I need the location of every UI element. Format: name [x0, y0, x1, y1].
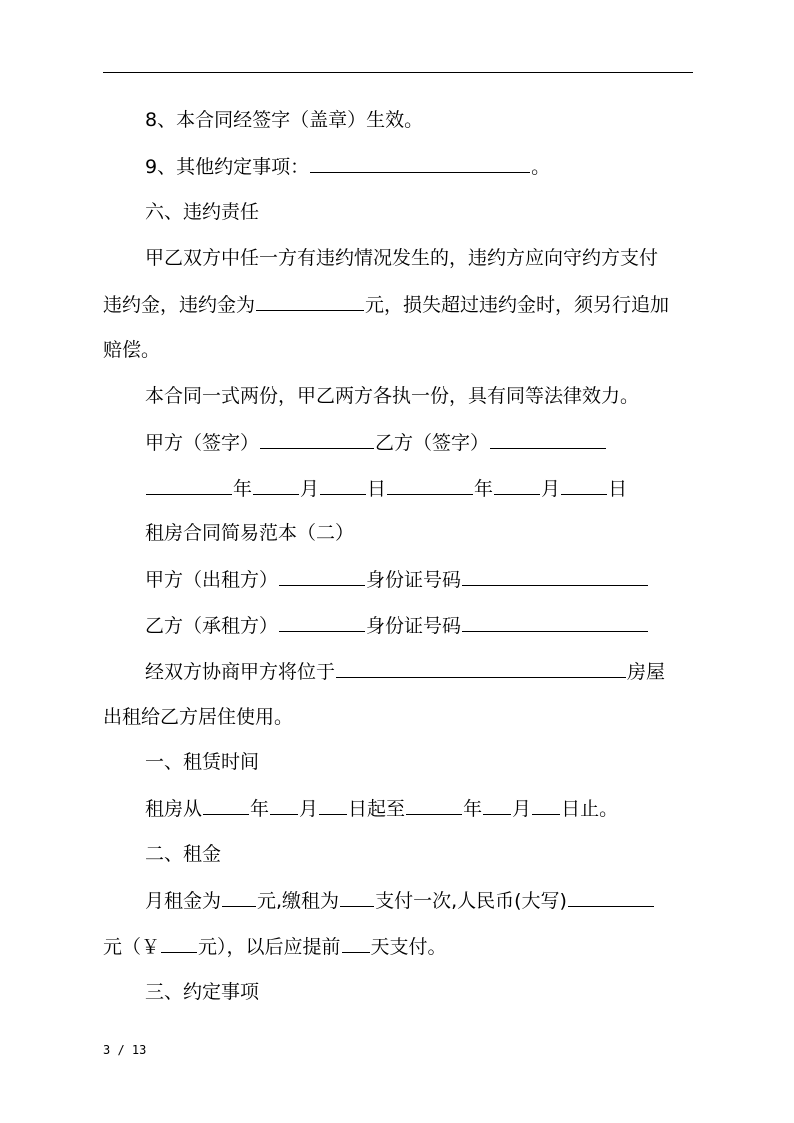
month-label: 月: [541, 478, 561, 500]
rmb-uppercase-blank[interactable]: [568, 888, 654, 907]
start-year-blank[interactable]: [203, 796, 249, 815]
monthly-rent-blank[interactable]: [222, 888, 256, 907]
monthly-rent-label: 月租金为: [145, 890, 222, 912]
clause-9: [103, 154, 693, 179]
lessee-row: [103, 613, 693, 638]
copies-paragraph: [103, 384, 693, 408]
property-text-1a: 经双方协商甲方将位于: [145, 661, 336, 683]
property-line-1: [103, 659, 693, 684]
advance-days-blank[interactable]: [342, 934, 370, 953]
lessor-id-blank[interactable]: [462, 567, 648, 586]
start-day-blank[interactable]: [319, 796, 347, 815]
year-label: 年: [233, 478, 253, 500]
party-b-day-blank[interactable]: [561, 476, 607, 495]
rmb-amount-blank[interactable]: [161, 934, 197, 953]
signature-row: [103, 430, 693, 455]
day-label: 日: [608, 478, 628, 500]
lessee-name-blank[interactable]: [279, 613, 365, 632]
day-label: 日: [367, 478, 387, 500]
lease-end-label: 日止。: [561, 798, 619, 820]
month-label: 月: [512, 798, 532, 820]
section-breach-heading: [103, 200, 693, 224]
advance-days-label: 元），以后应提前: [198, 936, 341, 958]
lessor-name-blank[interactable]: [279, 567, 365, 586]
section-lease-term-heading: [103, 750, 693, 774]
lessor-row: [103, 567, 693, 592]
breach-text-2a: 违约金，违约金为: [103, 294, 256, 316]
section-terms-title: 三、约定事项: [145, 981, 260, 1003]
party-b-signature-blank[interactable]: [490, 430, 606, 449]
section-terms-heading: [103, 980, 693, 1004]
end-day-blank[interactable]: [532, 796, 560, 815]
section-rent-heading: [103, 842, 693, 866]
breach-text-3: 赔偿。: [103, 339, 161, 361]
month-label: 月: [300, 478, 320, 500]
property-line-2: [103, 705, 693, 729]
advance-days-end: 天支付。: [370, 936, 447, 958]
party-a-signature-label: 甲方（签字）: [145, 432, 260, 454]
payment-period-label: 元,缴租为: [257, 890, 340, 912]
clause-8: [103, 108, 693, 132]
end-month-blank[interactable]: [483, 796, 511, 815]
rent-line-1: [103, 888, 693, 913]
contract-title-2-text: 租房合同简易范本（二）: [145, 522, 355, 544]
lessee-id-label: 身份证号码: [366, 615, 462, 637]
property-text-2: 出租给乙方居住使用。: [103, 706, 294, 728]
property-address-blank[interactable]: [336, 659, 626, 678]
party-b-signature-label: 乙方（签字）: [375, 432, 490, 454]
party-b-year-blank[interactable]: [387, 476, 473, 495]
year-label: 年: [474, 478, 494, 500]
party-a-signature-blank[interactable]: [260, 430, 374, 449]
end-year-blank[interactable]: [406, 796, 462, 815]
breach-paragraph-line-3: [103, 338, 693, 362]
breach-text-2b: 元，损失超过违约金时，须另行追加: [365, 294, 670, 316]
start-month-blank[interactable]: [270, 796, 298, 815]
month-label: 月: [299, 798, 319, 820]
year-label: 年: [250, 798, 270, 820]
lease-from-label: 租房从: [145, 798, 203, 820]
signature-date-row: [103, 476, 693, 501]
page-number: 3 / 13: [103, 1043, 147, 1057]
lessee-id-blank[interactable]: [462, 613, 648, 632]
header-rule: [103, 72, 693, 73]
other-terms-blank[interactable]: [310, 154, 530, 173]
breach-paragraph-line-1: [103, 246, 693, 270]
rmb-uppercase-label: 支付一次,人民币(大写): [375, 890, 567, 912]
payment-period-blank[interactable]: [340, 888, 374, 907]
clause-8-text: 8、本合同经签字（盖章）生效。: [145, 109, 424, 131]
breach-text-1: 甲乙双方中任一方有违约情况发生的，违约方应向守约方支付: [145, 247, 659, 269]
property-text-1b: 房屋: [627, 661, 666, 683]
section-breach-title: 六、违约责任: [145, 201, 260, 223]
breach-paragraph-line-2: [103, 292, 693, 317]
rent-line-2: [103, 934, 693, 959]
year-label: 年: [463, 798, 483, 820]
lease-to-label: 日起至: [348, 798, 406, 820]
party-a-month-blank[interactable]: [253, 476, 299, 495]
party-b-month-blank[interactable]: [494, 476, 540, 495]
lessee-label: 乙方（承租方）: [145, 615, 279, 637]
contract-title-2: [103, 521, 693, 545]
lessor-label: 甲方（出租方）: [145, 569, 279, 591]
clause-9-end: 。: [531, 156, 551, 178]
party-a-day-blank[interactable]: [320, 476, 366, 495]
party-a-year-blank[interactable]: [146, 476, 232, 495]
section-lease-term-title: 一、租赁时间: [145, 751, 260, 773]
copies-text: 本合同一式两份，甲乙两方各执一份，具有同等法律效力。: [145, 385, 640, 407]
lessor-id-label: 身份证号码: [366, 569, 462, 591]
section-rent-title: 二、租金: [145, 843, 222, 865]
lease-term-row: [103, 796, 693, 821]
rmb-symbol-label: 元（￥: [103, 936, 161, 958]
clause-9-label: 9、其他约定事项：: [145, 156, 310, 178]
penalty-amount-blank[interactable]: [256, 292, 364, 311]
